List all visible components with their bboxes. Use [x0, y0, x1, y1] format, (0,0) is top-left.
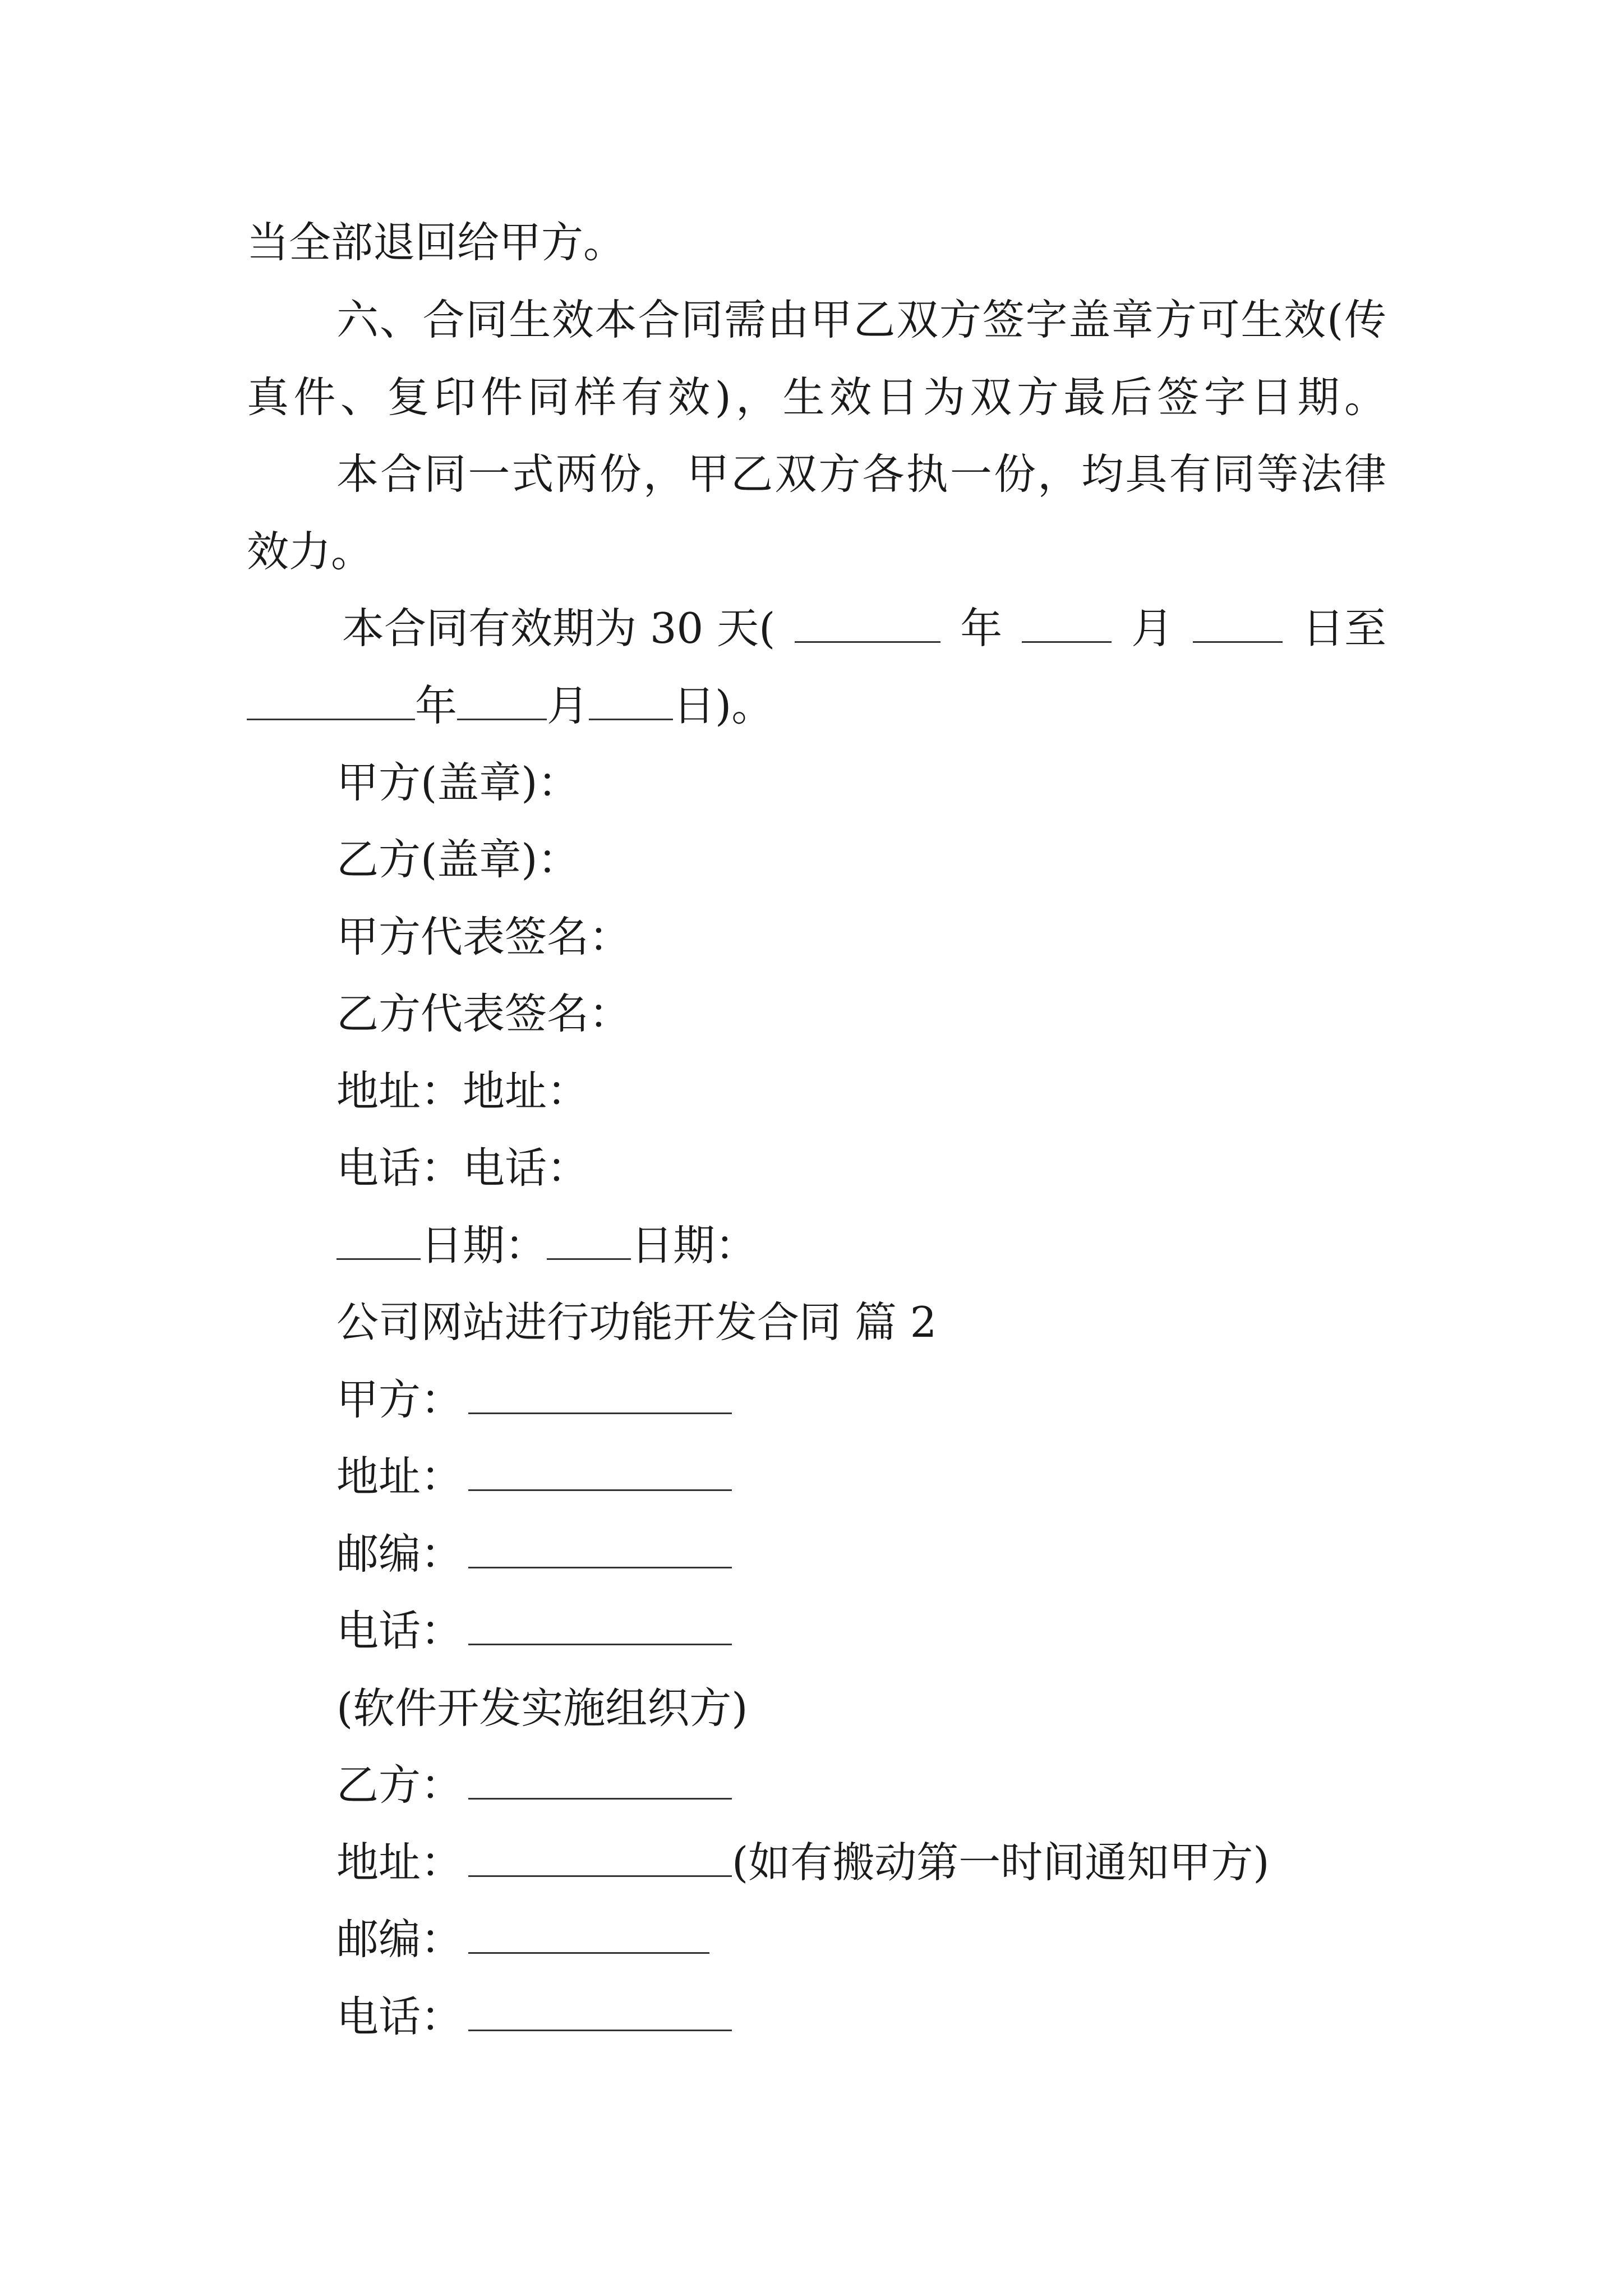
party-b-rep-signature: 乙方代表签名： — [336, 989, 631, 1038]
b-address-note: (如有搬动第一时间通知甲方) — [732, 1838, 1270, 1887]
field-label: 电话： — [336, 1992, 463, 2041]
a-postcode-field — [336, 1526, 732, 1582]
month-label: 月 — [1131, 604, 1174, 653]
paragraph-line: 本合同一式两份，甲乙双方各执一份，均具有同等法律 — [336, 449, 1386, 499]
field-label: 邮编： — [336, 1529, 463, 1579]
day-to-label: 日至 — [1302, 604, 1386, 653]
month-blank — [1022, 604, 1112, 643]
validity-end-line — [247, 678, 773, 734]
b-phone-field — [336, 1989, 732, 2045]
a-address-blank — [468, 1452, 732, 1491]
day-blank — [1193, 604, 1283, 643]
party-b-role-note: (软件开发实施组织方) — [336, 1683, 748, 1733]
party-a-seal: 甲方(盖章)： — [336, 758, 580, 807]
end-day-blank — [589, 682, 673, 720]
year-blank — [795, 604, 940, 643]
month-label: 月 — [547, 681, 589, 730]
field-label: 乙方： — [336, 1760, 463, 1810]
paragraph-line: 效力。 — [247, 527, 374, 576]
b-phone-blank — [468, 1993, 732, 2031]
party-b-seal: 乙方(盖章)： — [336, 835, 580, 884]
a-phone-blank — [468, 1607, 732, 1645]
field-label: 地址： — [336, 1452, 463, 1501]
b-postcode-field — [336, 1911, 709, 1967]
paragraph-line: 六、合同生效本合同需由甲乙双方签字盖章方可生效(传 — [336, 295, 1386, 344]
b-postcode-blank — [468, 1915, 709, 1954]
validity-line — [342, 600, 1386, 656]
date-pair — [336, 1217, 757, 1273]
phone-pair: 电话：电话： — [336, 1143, 589, 1193]
field-label: 地址： — [336, 1838, 463, 1887]
field-label: 邮编： — [336, 1915, 463, 1964]
date-label-2: 日期： — [631, 1221, 758, 1270]
party-b-field — [336, 1757, 732, 1813]
section-2-title: 公司网站进行功能开发合同 篇 2 — [336, 1297, 937, 1347]
a-postcode-blank — [468, 1530, 732, 1568]
party-a-rep-signature: 甲方代表签名： — [336, 912, 631, 961]
a-phone-field — [336, 1603, 732, 1659]
field-label: 甲方： — [336, 1375, 463, 1424]
a-address-field — [336, 1448, 732, 1504]
day-end-label: 日)。 — [673, 681, 774, 730]
date-blank-2 — [547, 1221, 631, 1260]
field-label: 电话： — [336, 1606, 463, 1655]
end-month-blank — [457, 682, 547, 720]
party-b-blank — [468, 1761, 732, 1800]
date-label-1: 日期： — [421, 1221, 547, 1270]
address-pair: 地址：地址： — [336, 1066, 589, 1116]
year-label: 年 — [960, 604, 1003, 653]
end-year-blank — [247, 682, 415, 720]
paragraph-line: 真件、复印件同样有效)，生效日为双方最后签字日期。 — [247, 372, 1386, 422]
validity-lead: 本合同有效期为 30 天( — [342, 604, 776, 653]
b-address-field — [336, 1834, 1270, 1890]
paragraph-line: 当全部退回给甲方。 — [247, 218, 626, 267]
b-address-blank — [468, 1838, 732, 1877]
party-a-blank — [468, 1375, 732, 1414]
date-blank-1 — [336, 1221, 421, 1260]
year-label: 年 — [415, 681, 458, 730]
party-a-field — [336, 1372, 732, 1428]
